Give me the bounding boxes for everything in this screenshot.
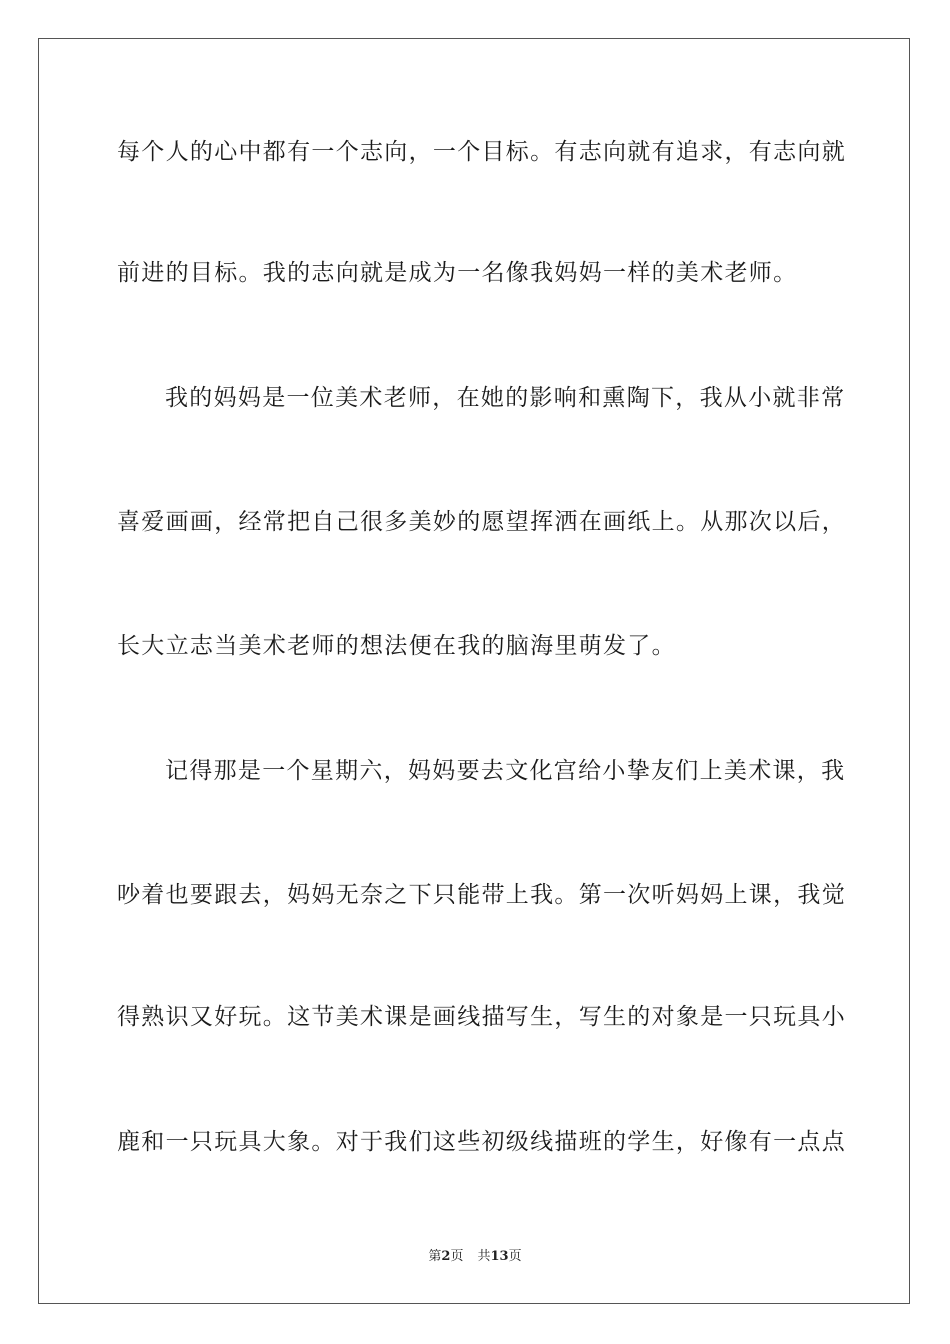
total-suffix: 页 (508, 1249, 522, 1264)
page-border (38, 38, 910, 1304)
text-line-9: 鹿和一只玩具大象。对于我们这些初级线描班的学生，好像有一点点 (117, 1129, 846, 1155)
text-line-4: 喜爱画画，经常把自己很多美妙的愿望挥洒在画纸上。从那次以后， (117, 509, 846, 535)
text-line-6: 记得那是一个星期六，妈妈要去文化宫给小挚友们上美术课，我 (165, 758, 846, 784)
text-line-7: 吵着也要跟去，妈妈无奈之下只能带上我。第一次听妈妈上课，我觉 (117, 882, 846, 908)
text-line-5: 长大立志当美术老师的想法便在我的脑海里萌发了。 (117, 633, 676, 659)
page-suffix: 页 (450, 1249, 464, 1264)
text-line-2: 前进的目标。我的志向就是成为一名像我妈妈一样的美术老师。 (117, 260, 798, 286)
page-prefix: 第 (428, 1249, 442, 1264)
total-prefix: 共 (477, 1249, 491, 1264)
page-footer (0, 1248, 950, 1266)
page-number: 2 (441, 1249, 451, 1264)
text-line-1: 每个人的心中都有一个志向，一个目标。有志向就有追求，有志向就 (117, 139, 846, 165)
total-pages: 13 (490, 1249, 509, 1264)
text-line-3: 我的妈妈是一位美术老师，在她的影响和熏陶下，我从小就非常 (165, 385, 846, 411)
text-line-8: 得熟识又好玩。这节美术课是画线描写生，写生的对象是一只玩具小 (117, 1004, 846, 1030)
